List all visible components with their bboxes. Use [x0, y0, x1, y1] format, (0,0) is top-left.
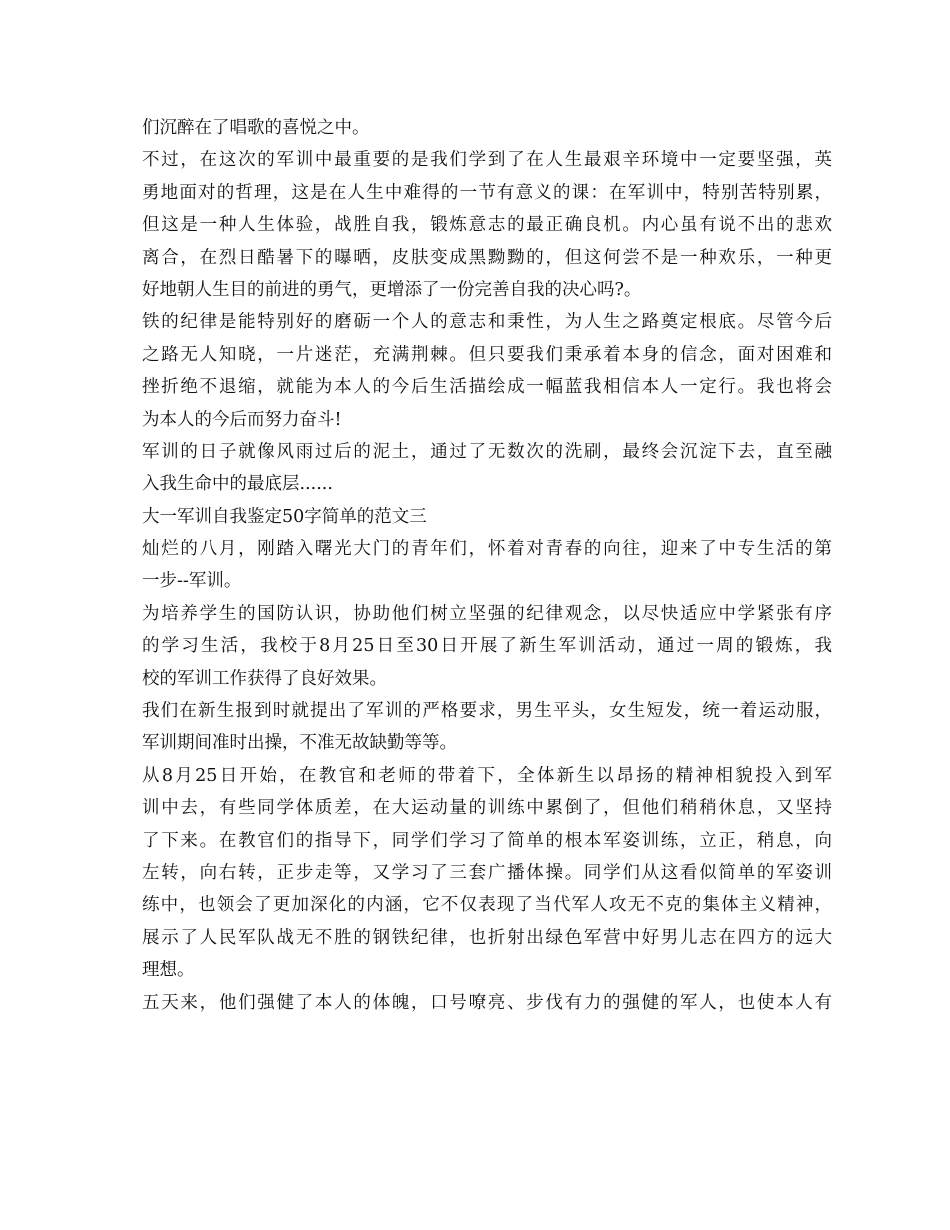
section-heading: 大一军训自我鉴定50字简单的范文三	[142, 506, 427, 527]
text-line: 们沉醉在了唱歌的喜悦之中。	[142, 118, 370, 138]
text-line: 军训的日子就像风雨过后的泥土，通过了无数次的洗刷，最终会沉淀下去，直至融	[142, 441, 832, 462]
text-line: 五天来，他们强健了本人的体魄，口号嘹亮、步伐有力的强健的军人，也使本人有	[142, 992, 832, 1013]
text-line: 但这是一种人生体验，战胜自我，锻炼意志的最正确良机。内心虽有说不出的悲欢	[142, 215, 832, 236]
text-line: 不过，在这次的军训中最重要的是我们学到了在人生最艰辛环境中一定要坚强，英	[142, 150, 832, 171]
text-line: 军训期间准时出操，不准无故缺勤等等。	[142, 733, 457, 754]
text-line: 铁的纪律是能特别好的磨砺一个人的意志和秉性，为人生之路奠定根底。尽管今后	[142, 312, 832, 333]
text-line: 展示了人民军队战无不胜的钢铁纪律，也折射出绿色军营中好男儿志在四方的远大	[142, 927, 832, 948]
text-line: 好地朝人生目的前进的勇气，更增添了一份完善自我的决心吗?。	[142, 279, 642, 300]
text-line: 入我生命中的最底层......	[142, 474, 333, 495]
text-line: 勇地面对的哲理，这是在人生中难得的一节有意义的课：在军训中，特别苦特别累，	[142, 182, 832, 203]
text-line: 理想。	[142, 960, 195, 981]
text-line: 从8月25日开始，在教官和老师的带着下，全体新生以昂扬的精神相貌投入到军	[142, 765, 832, 786]
text-line: 挫折绝不退缩，就能为本人的今后生活描绘成一幅蓝我相信本人一定行。我也将会	[142, 377, 832, 398]
text-line: 的学习生活，我校于8月25日至30日开展了新生军训活动，通过一周的锻炼，我	[142, 636, 832, 657]
text-line: 校的军训工作获得了良好效果。	[142, 668, 387, 689]
text-line: 了下来。在教官们的指导下，同学们学习了简单的根本军姿训练，立正，稍息，向	[142, 830, 832, 851]
text-line: 左转，向右转，正步走等，又学习了三套广播体操。同学们从这看似简单的军姿训	[142, 862, 832, 883]
text-line: 一步--军训。	[142, 571, 242, 592]
text-line: 离合，在烈日酷暑下的曝晒，皮肤变成黑黝黝的，但这何尝不是一种欢乐，一种更	[142, 247, 832, 268]
text-line: 为本人的今后而努力奋斗!	[142, 409, 342, 430]
text-line: 之路无人知晓，一片迷茫，充满荆棘。但只要我们秉承着本身的信念，面对困难和	[142, 344, 832, 365]
text-line: 灿烂的八月，刚踏入曙光大门的青年们，怀着对青春的向往，迎来了中专生活的第	[142, 539, 832, 560]
document-body	[142, 112, 832, 1019]
text-line: 练中，也领会了更加深化的内涵，它不仅表现了当代军人攻无不克的集体主义精神，	[142, 895, 832, 916]
text-line: 我们在新生报到时就提出了军训的严格要求，男生平头，女生短发，统一着运动服，	[142, 701, 832, 722]
text-line: 为培养学生的国防认识，协助他们树立坚强的纪律观念，以尽快适应中学紧张有序	[142, 603, 832, 624]
text-line: 训中去，有些同学体质差，在大运动量的训练中累倒了，但他们稍稍休息，又坚持	[142, 798, 832, 819]
